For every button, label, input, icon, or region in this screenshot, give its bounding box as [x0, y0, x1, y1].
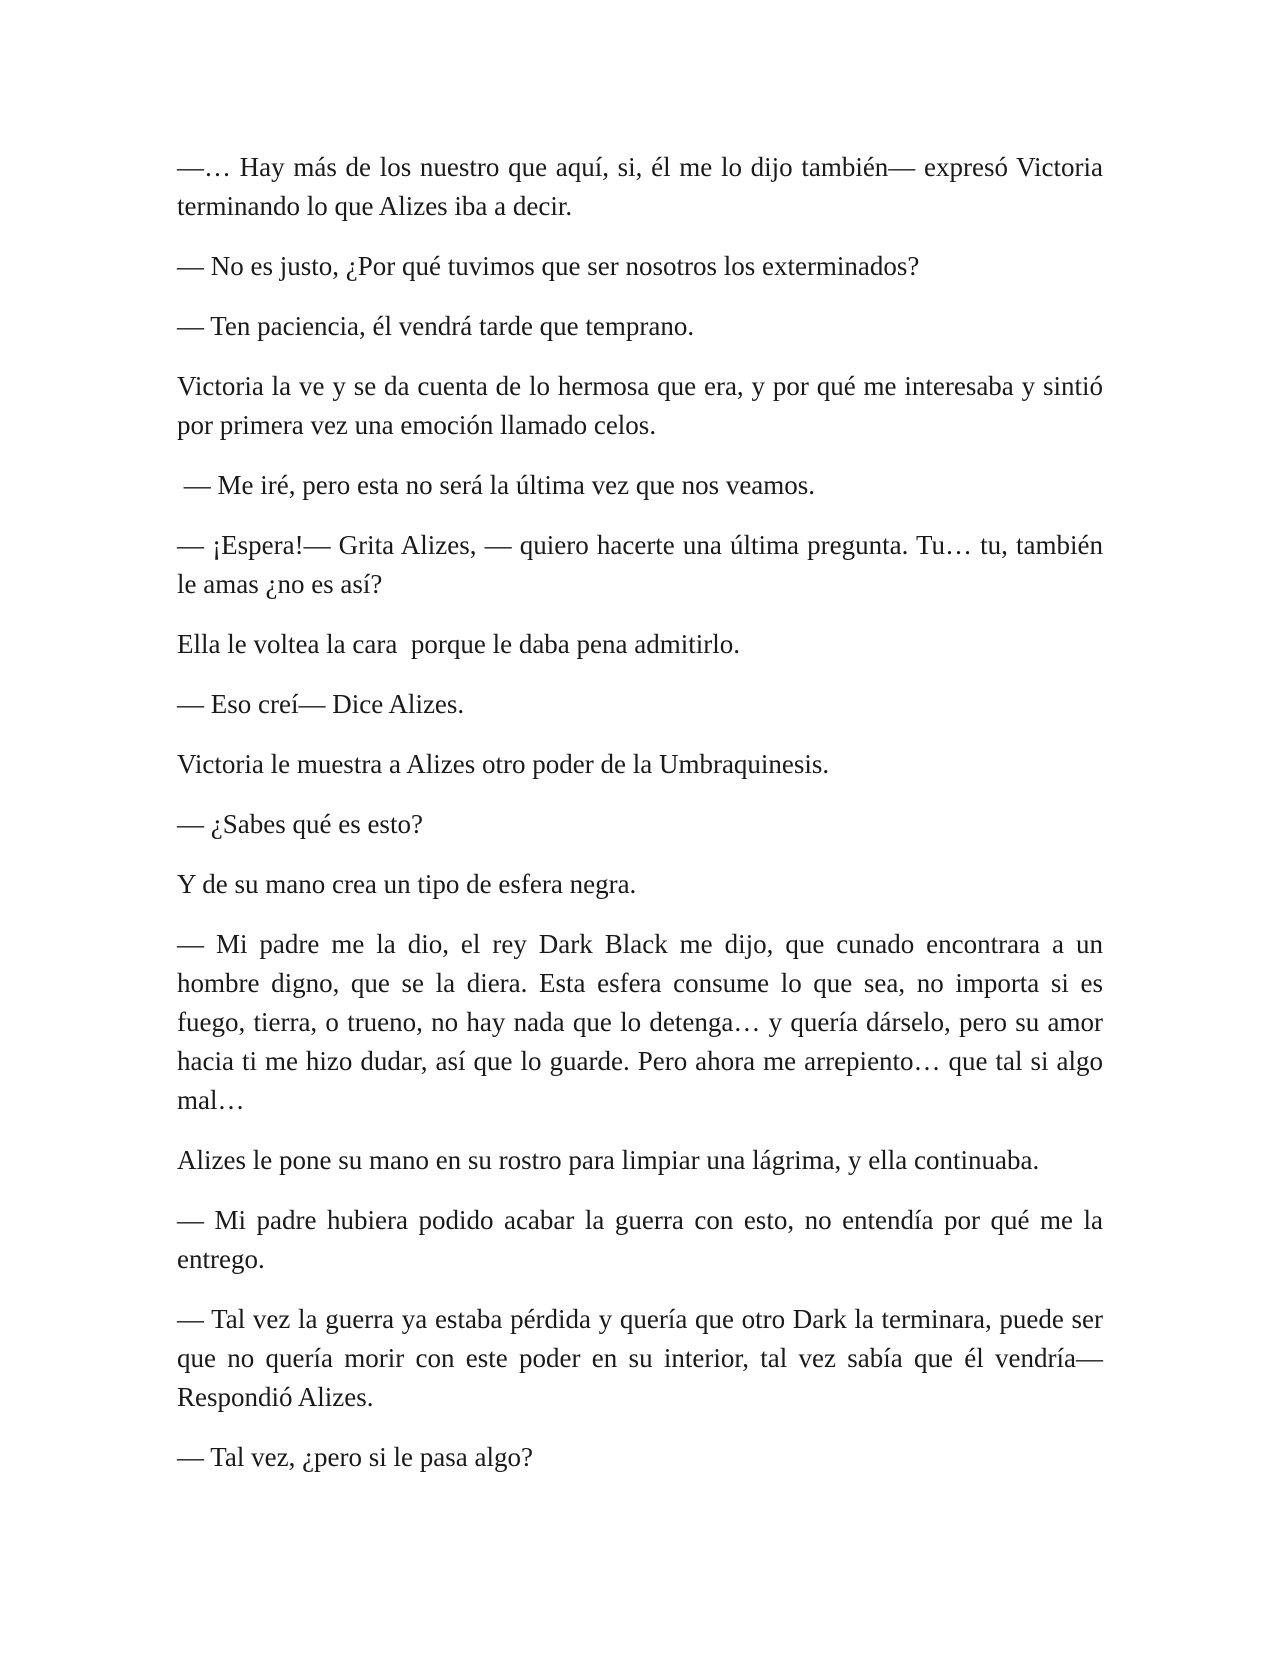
paragraph-14: — Mi padre hubiera podido acabar la guerra con esto, no entendía por qué me la entrego. [177, 1205, 1103, 1274]
paragraph-10: — ¿Sabes qué es esto? [177, 809, 423, 839]
paragraph-6: — ¡Espera!— Grita Alizes, — quiero hacerte una última pregunta. Tu… tu, también le amas ¿no es así? [177, 530, 1103, 599]
paragraph-3: — Ten paciencia, él vendrá tarde que temprano. [177, 311, 695, 341]
paragraph-12: — Mi padre me la dio, el rey Dark Black me dijo, que cunado encontrara a un hombre digno, que se la diera. Esta esfera consume lo que sea, no importa si es fuego, tierra, o trueno, no hay nada que lo detenga… y quería dárselo, pero su amor hacia ti me hizo dudar, así que lo guarde. Pero ahora me arrepiento… que tal si algo mal… [177, 929, 1103, 1115]
document-page [177, 148, 1103, 1498]
paragraph-15: — Tal vez la guerra ya estaba pérdida y quería que otro Dark la terminara, puede ser que no quería morir con este poder en su interior, tal vez sabía que él vendría— Respondió Alizes. [177, 1304, 1103, 1412]
paragraph-7: Ella le voltea la cara porque le daba pena admitirlo. [177, 629, 740, 659]
paragraph-2: — No es justo, ¿Por qué tuvimos que ser nosotros los exterminados? [177, 251, 920, 281]
paragraph-11: Y de su mano crea un tipo de esfera negra. [177, 869, 637, 899]
paragraph-4: Victoria la ve y se da cuenta de lo hermosa que era, y por qué me interesaba y sintió por primera vez una emoción llamado celos. [177, 371, 1103, 440]
paragraph-13: Alizes le pone su mano en su rostro para limpiar una lágrima, y ella continuaba. [177, 1145, 1040, 1175]
paragraph-1: —… Hay más de los nuestro que aquí, si, él me lo dijo también— expresó Victoria terminando lo que Alizes iba a decir. [177, 152, 1103, 221]
paragraph-8: — Eso creí— Dice Alizes. [177, 689, 465, 719]
paragraph-5: — Me iré, pero esta no será la última vez que nos veamos. [177, 470, 816, 500]
paragraph-16: — Tal vez, ¿pero si le pasa algo? [177, 1442, 533, 1472]
paragraph-9: Victoria le muestra a Alizes otro poder de la Umbraquinesis. [177, 749, 830, 779]
